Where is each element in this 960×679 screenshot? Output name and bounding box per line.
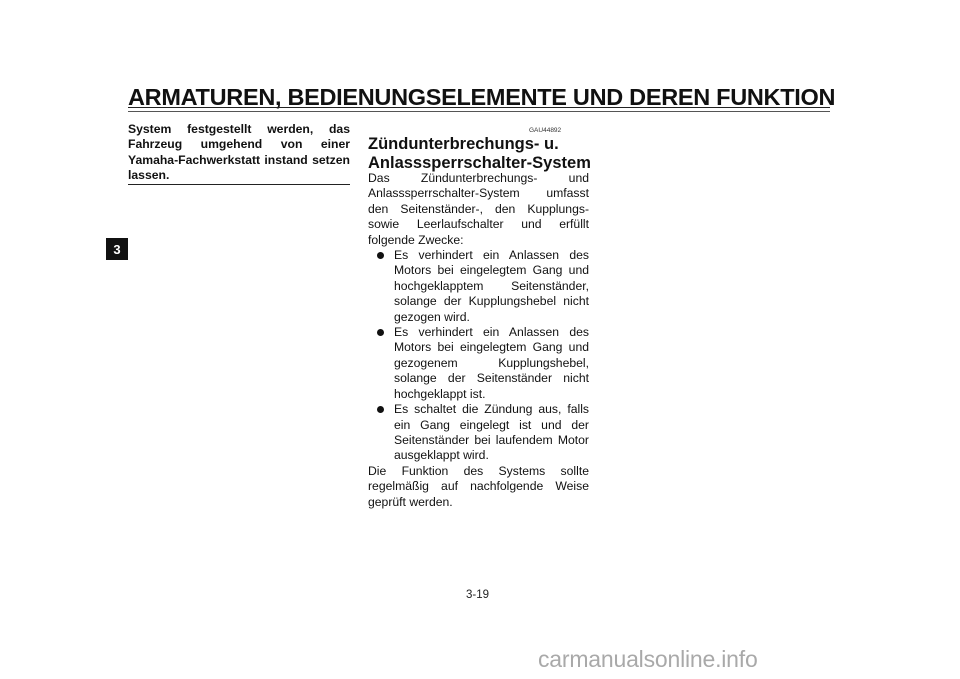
page-title: ARMATUREN, BEDIENUNGSELEMENTE UND DEREN FUNKTION (128, 84, 836, 110)
bullet-list (368, 248, 589, 464)
bullet-icon (377, 406, 384, 413)
chapter-tab: 3 (106, 238, 128, 260)
reference-code: GAU44892 (529, 127, 562, 134)
header-rule-thin (128, 111, 830, 112)
list-item-text: Es verhindert ein Anlassen des Motors bei eingelegtem Gang und hochgeklapptem Seitenständer, solange der Kupplungshebel nicht gezogen wird. (394, 248, 589, 324)
bullet-icon (377, 252, 384, 259)
watermark: carmanualsonline.info (538, 646, 758, 672)
list-item (394, 248, 589, 325)
list-item (394, 325, 589, 402)
list-item-text: Es verhindert ein Anlassen des Motors bei eingelegtem Gang und gezogenem Kupplungshebel, solange der Seitenständer nicht hochgeklappt ist. (394, 325, 589, 401)
header-rule (128, 107, 830, 108)
warning-text: System festgestellt werden, das Fahrzeug umgehend von einer Yamaha-Fachwerkstatt instand setzen lassen. (128, 122, 350, 183)
list-item-text: Es schaltet die Zündung aus, falls ein Gang eingelegt ist und der Seitenständer bei laufendem Motor ausgeklappt wird. (394, 402, 589, 463)
page-number: 3-19 (466, 589, 490, 601)
bullet-icon (377, 329, 384, 336)
closing-paragraph: Die Funktion des Systems sollte regelmäßig auf nachfolgende Weise geprüft werden. (368, 463, 589, 509)
intro-paragraph: Das Zündunterbrechungs- und Anlasssperrschalter-System umfasst den Seitenständer-, den Kupplungs- sowie Leerlaufschalter und erfüllt folgende Zwecke: (368, 171, 589, 247)
warning-end-rule (128, 184, 350, 185)
section-body (368, 171, 589, 510)
section-heading: Zündunterbrechungs- u. Anlasssperrschalter-System (368, 135, 591, 172)
list-item (394, 402, 589, 464)
